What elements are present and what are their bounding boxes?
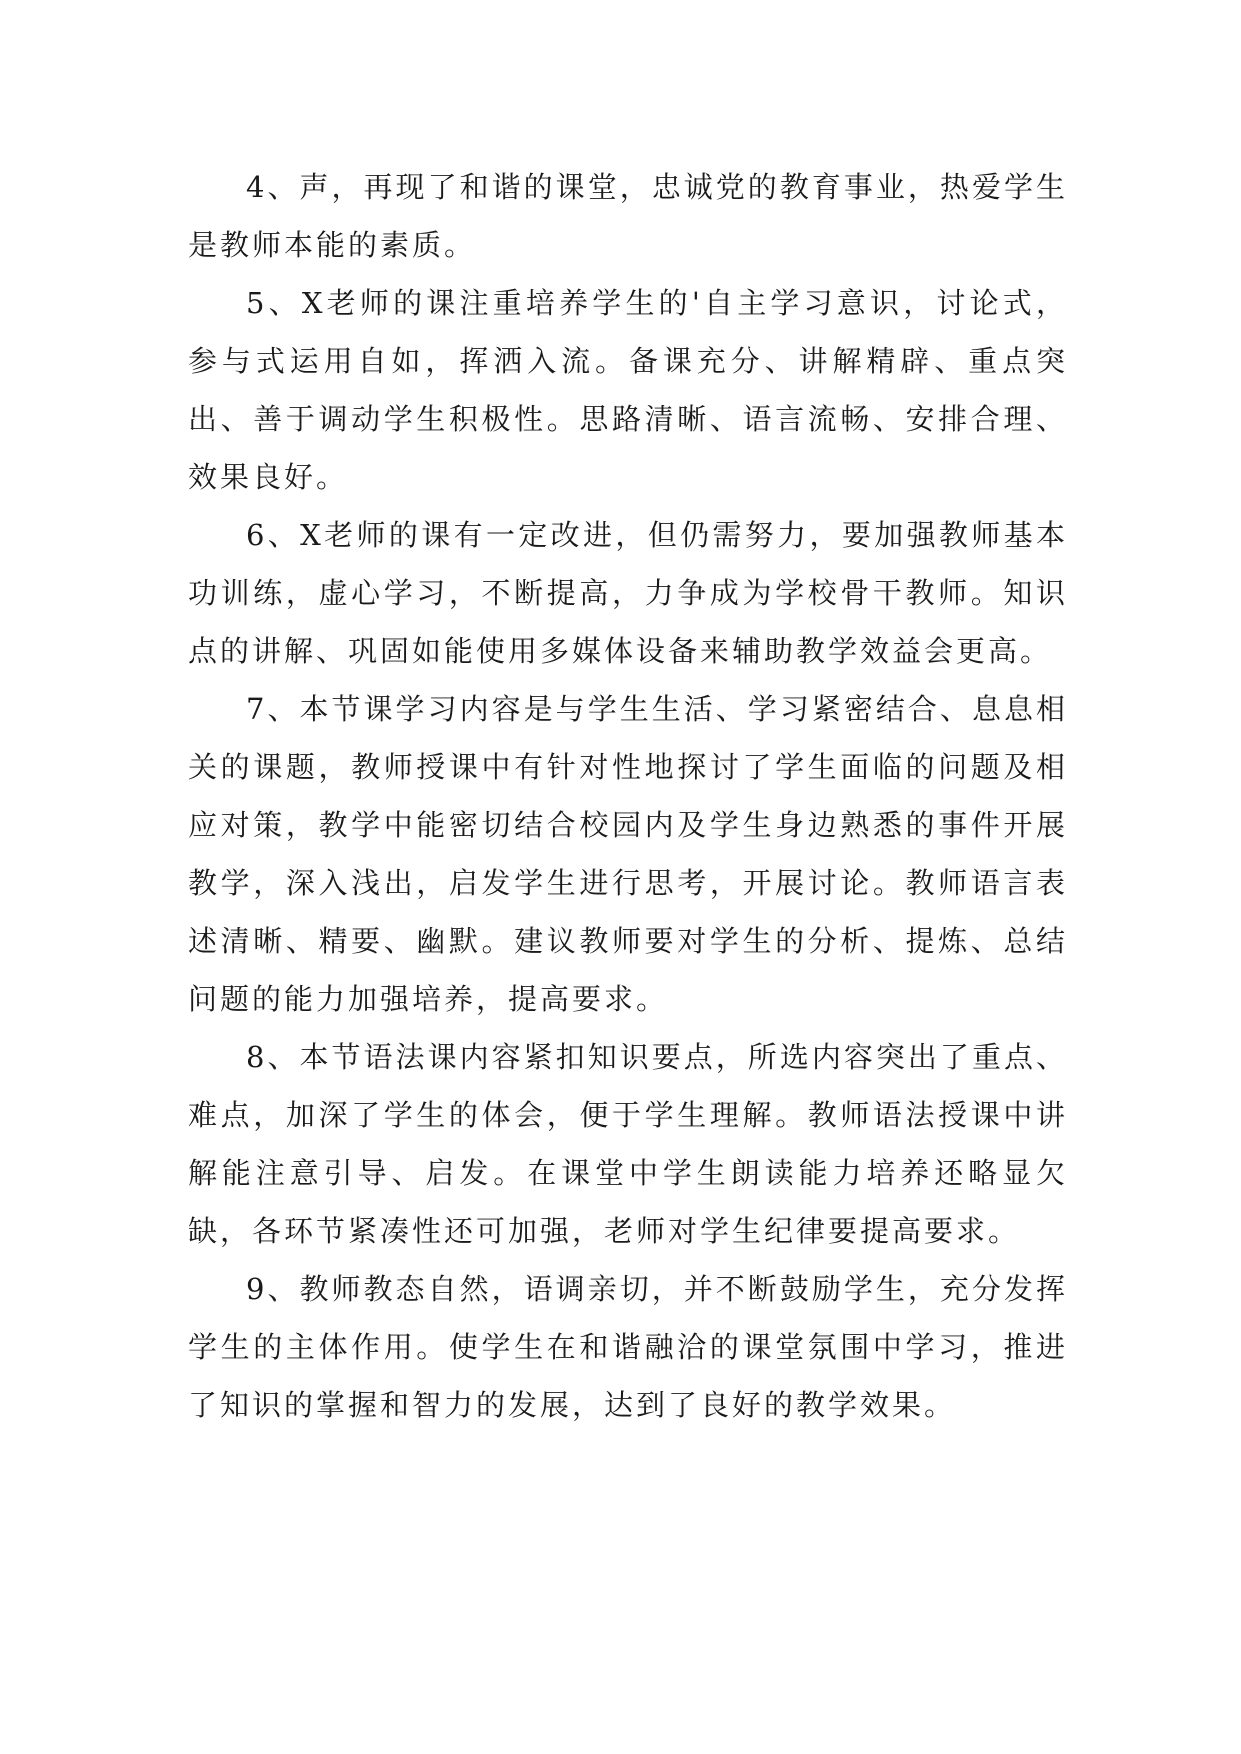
paragraph-4: 4、声，再现了和谐的课堂，忠诚党的教育事业，热爱学生是教师本能的素质。	[188, 170, 1068, 262]
paragraph-5: 5、X老师的课注重培养学生的'自主学习意识，讨论式，参与式运用自如，挥洒入流。备课充分、讲解精辟、重点突出、善于调动学生积极性。思路清晰、语言流畅、安排合理、效果良好。	[188, 286, 1068, 494]
document-body	[188, 158, 1068, 1434]
paragraph-9: 9、教师教态自然，语调亲切，并不断鼓励学生，充分发挥学生的主体作用。使学生在和谐融洽的课堂氛围中学习，推进了知识的掌握和智力的发展，达到了良好的教学效果。	[188, 1272, 1068, 1422]
paragraph-6: 6、X老师的课有一定改进，但仍需努力，要加强教师基本功训练，虚心学习，不断提高，力争成为学校骨干教师。知识点的讲解、巩固如能使用多媒体设备来辅助教学效益会更高。	[188, 518, 1068, 668]
paragraph-7: 7、本节课学习内容是与学生生活、学习紧密结合、息息相关的课题，教师授课中有针对性地探讨了学生面临的问题及相应对策，教学中能密切结合校园内及学生身边熟悉的事件开展教学，深入浅出，启发学生进行思考，开展讨论。教师语言表述清晰、精要、幽默。建议教师要对学生的分析、提炼、总结问题的能力加强培养，提高要求。	[188, 692, 1068, 1016]
paragraph-8: 8、本节语法课内容紧扣知识要点，所选内容突出了重点、难点，加深了学生的体会，便于学生理解。教师语法授课中讲解能注意引导、启发。在课堂中学生朗读能力培养还略显欠缺，各环节紧凑性还可加强，老师对学生纪律要提高要求。	[188, 1040, 1068, 1248]
